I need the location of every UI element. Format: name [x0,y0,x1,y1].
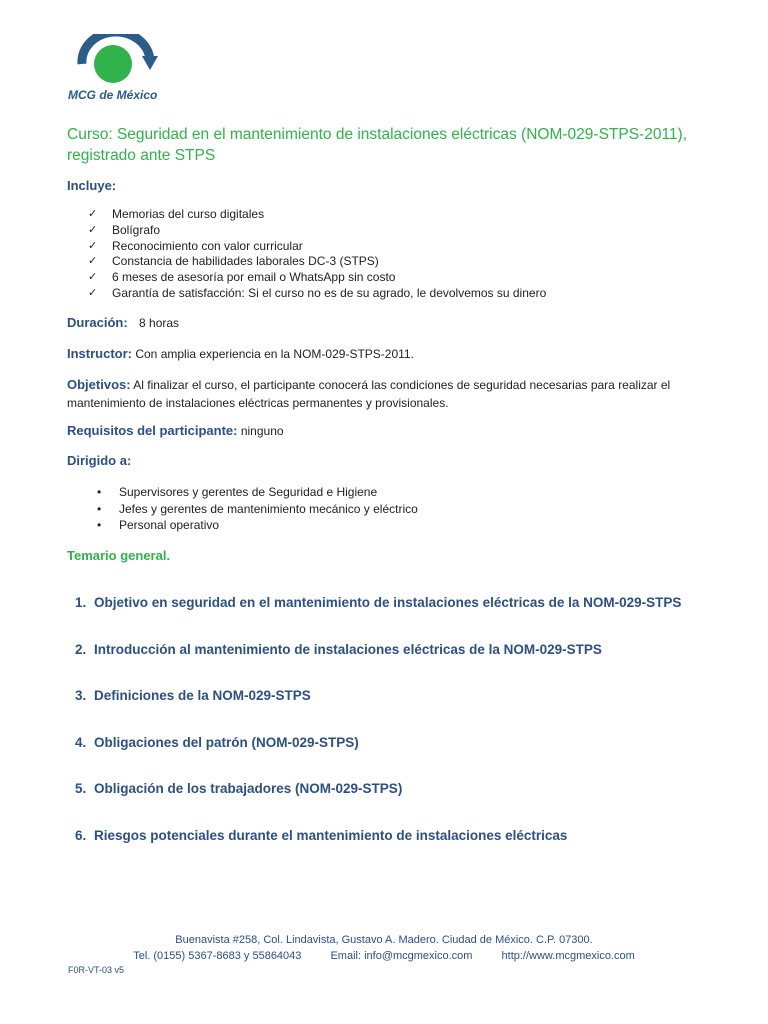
list-item: • Personal operativo [97,517,418,534]
company-name: MCG de México [68,88,158,102]
objetivos-label: Objetivos: [67,377,131,392]
dirigido-label: Dirigido a: [67,453,132,468]
temario-item: 5. Obligación de los trabajadores (NOM-029-STPS) [75,781,403,796]
temario-item: 6. Riesgos potenciales durante el mantenimiento de instalaciones eléctricas [75,827,568,843]
temario-item: 2. Introducción al mantenimiento de instalaciones eléctricas de la NOM-029-STPS [75,641,602,657]
footer-tel: Tel. (0155) 5367-8683 y 55864043 [133,950,302,962]
form-code: F0R-VT-03 v5 [68,965,125,975]
duracion-value: 8 horas [139,316,180,330]
footer-web-link[interactable]: http://www.mcgmexico.com [501,950,635,962]
temario-item: 1. Objetivo en seguridad en el mantenimiento de instalaciones eléctricas de la NOM-029-STPS [75,595,682,610]
dirigido-list [97,484,418,534]
temario-list [75,595,681,874]
list-item: ✓ Memorias del curso digitales [88,207,546,223]
footer [0,932,768,964]
temario-item: 4. Obligaciones del patrón (NOM-029-STPS) [75,734,359,750]
requisitos-label: Requisitos del participante: [67,423,238,438]
incluye-label: Incluye: [67,178,117,193]
duracion-label: Duración: [67,315,128,330]
course-title: Curso: Seguridad en el mantenimiento de instalaciones eléctricas (NOM-029-STPS-2011), registrado ante STPS [67,126,688,164]
objetivos-value: Al finalizar el curso, el participante conocerá las condiciones de seguridad necesarias para realizar el mantenimiento de instalaciones eléctricas permanentes y provisionales. [67,378,671,410]
objetivos-row [67,376,707,412]
list-item: ✓ Bolígrafo [88,223,546,239]
temario-label: Temario general. [67,548,171,563]
incluye-list [88,207,546,302]
list-item: • Supervisores y gerentes de Seguridad e Higiene [97,484,418,501]
requisitos-row [67,422,284,440]
list-item: ✓ 6 meses de asesoría por email o WhatsApp sin costo [88,270,546,286]
list-item: • Jefes y gerentes de mantenimiento mecánico y eléctrico [97,501,418,518]
list-item: ✓ Reconocimiento con valor curricular [88,239,546,255]
instructor-row [67,345,414,363]
list-item: ✓ Constancia de habilidades laborales DC-3 (STPS) [88,254,546,270]
temario-item: 3. Definiciones de la NOM-029-STPS [75,688,311,703]
list-item: ✓ Garantía de satisfacción: Si el curso no es de su agrado, le devolvemos su dinero [88,286,546,302]
instructor-label: Instructor: [67,346,132,361]
requisitos-value: ninguno [240,424,284,438]
footer-address: Buenavista #258, Col. Lindavista, Gustavo A. Madero. Ciudad de México. C.P. 07300. [175,934,593,946]
footer-email[interactable]: Email: info@mcgmexico.com [330,950,473,962]
duracion-row [67,314,179,332]
instructor-value: Con amplia experiencia en la NOM-029-STPS-2011. [135,347,414,361]
